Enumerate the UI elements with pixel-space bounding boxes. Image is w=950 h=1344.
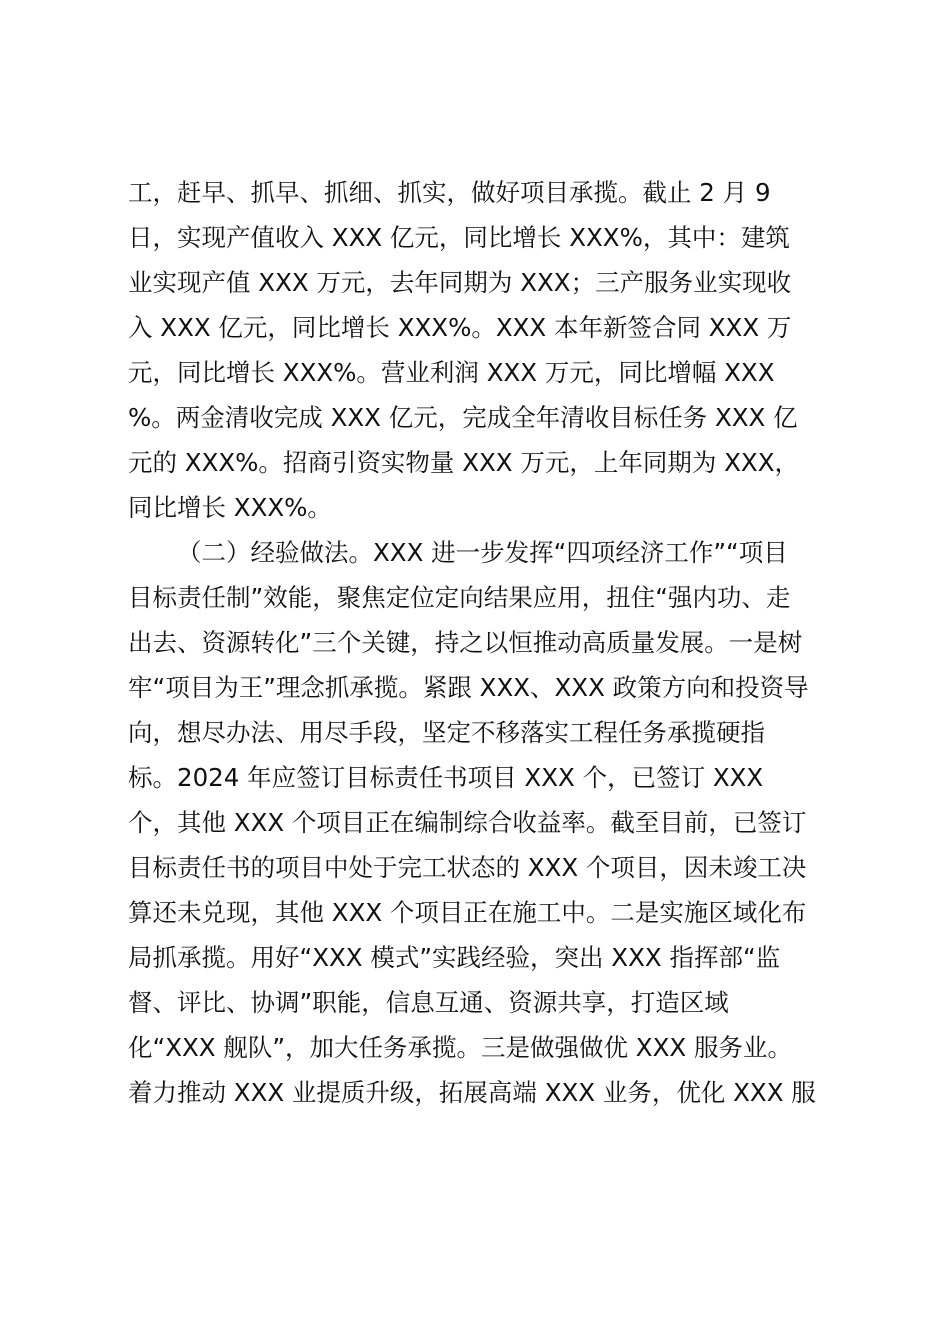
text-line: 着力推动 XXX 业提质升级，拓展高端 XXX 业务，优化 XXX 服 [128, 1078, 816, 1107]
text-line: 算还未兑现，其他 XXX 个项目正在施工中。二是实施区域化布 [128, 898, 807, 927]
text-line: 入 XXX 亿元，同比增长 XXX%。XXX 本年新签合同 XXX 万 [128, 313, 792, 342]
text-line: 牢“项目为王”理念抓承揽。紧跟 XXX、XXX 政策方向和投资导 [128, 673, 809, 702]
text-line: 出去、资源转化”三个关键，持之以恒推动高质量发展。一是树 [128, 628, 803, 657]
text-line: 目标责任书的项目中处于完工状态的 XXX 个项目，因未竣工决 [128, 853, 807, 882]
text-line: 个，其他 XXX 个项目正在编制综合收益率。截至目前，已签订 [128, 808, 807, 837]
text-line: 工，赶早、抓早、抓细、抓实，做好项目承揽。截止 2 月 9 [128, 178, 771, 207]
text-line: 业实现产值 XXX 万元，去年同期为 XXX；三产服务业实现收 [128, 268, 792, 297]
text-line: 目标责任制”效能，聚焦定位定向结果应用，扭住“强内功、走 [128, 583, 791, 612]
text-line: 日，实现产值收入 XXX 亿元，同比增长 XXX%，其中：建筑 [128, 223, 790, 252]
text-line: 督、评比、协调”职能，信息互通、资源共享，打造区域 [128, 988, 729, 1017]
text-line: 向，想尽办法、用尽手段，坚定不移落实工程任务承揽硬指 [128, 718, 765, 747]
body-text [128, 170, 838, 1115]
text-line: %。两金清收完成 XXX 亿元，完成全年清收目标任务 XXX 亿 [128, 403, 798, 432]
text-line: 元，同比增长 XXX%。营业利润 XXX 万元，同比增幅 XXX [128, 358, 775, 387]
text-line: 化“XXX 舰队”，加大任务承揽。三是做强做优 XXX 服务业。 [128, 1033, 792, 1062]
text-line: 同比增长 XXX%。 [128, 493, 332, 522]
text-line: 局抓承揽。用好“XXX 模式”实践经验，突出 XXX 指挥部“监 [128, 943, 781, 972]
paragraph-start-line: （二）经验做法。XXX 进一步发挥“四项经济工作”“项目 [177, 538, 788, 567]
text-line: 标。2024 年应签订目标责任书项目 XXX 个，已签订 XXX [128, 763, 764, 792]
text-line: 元的 XXX%。招商引资实物量 XXX 万元，上年同期为 XXX， [128, 448, 799, 477]
